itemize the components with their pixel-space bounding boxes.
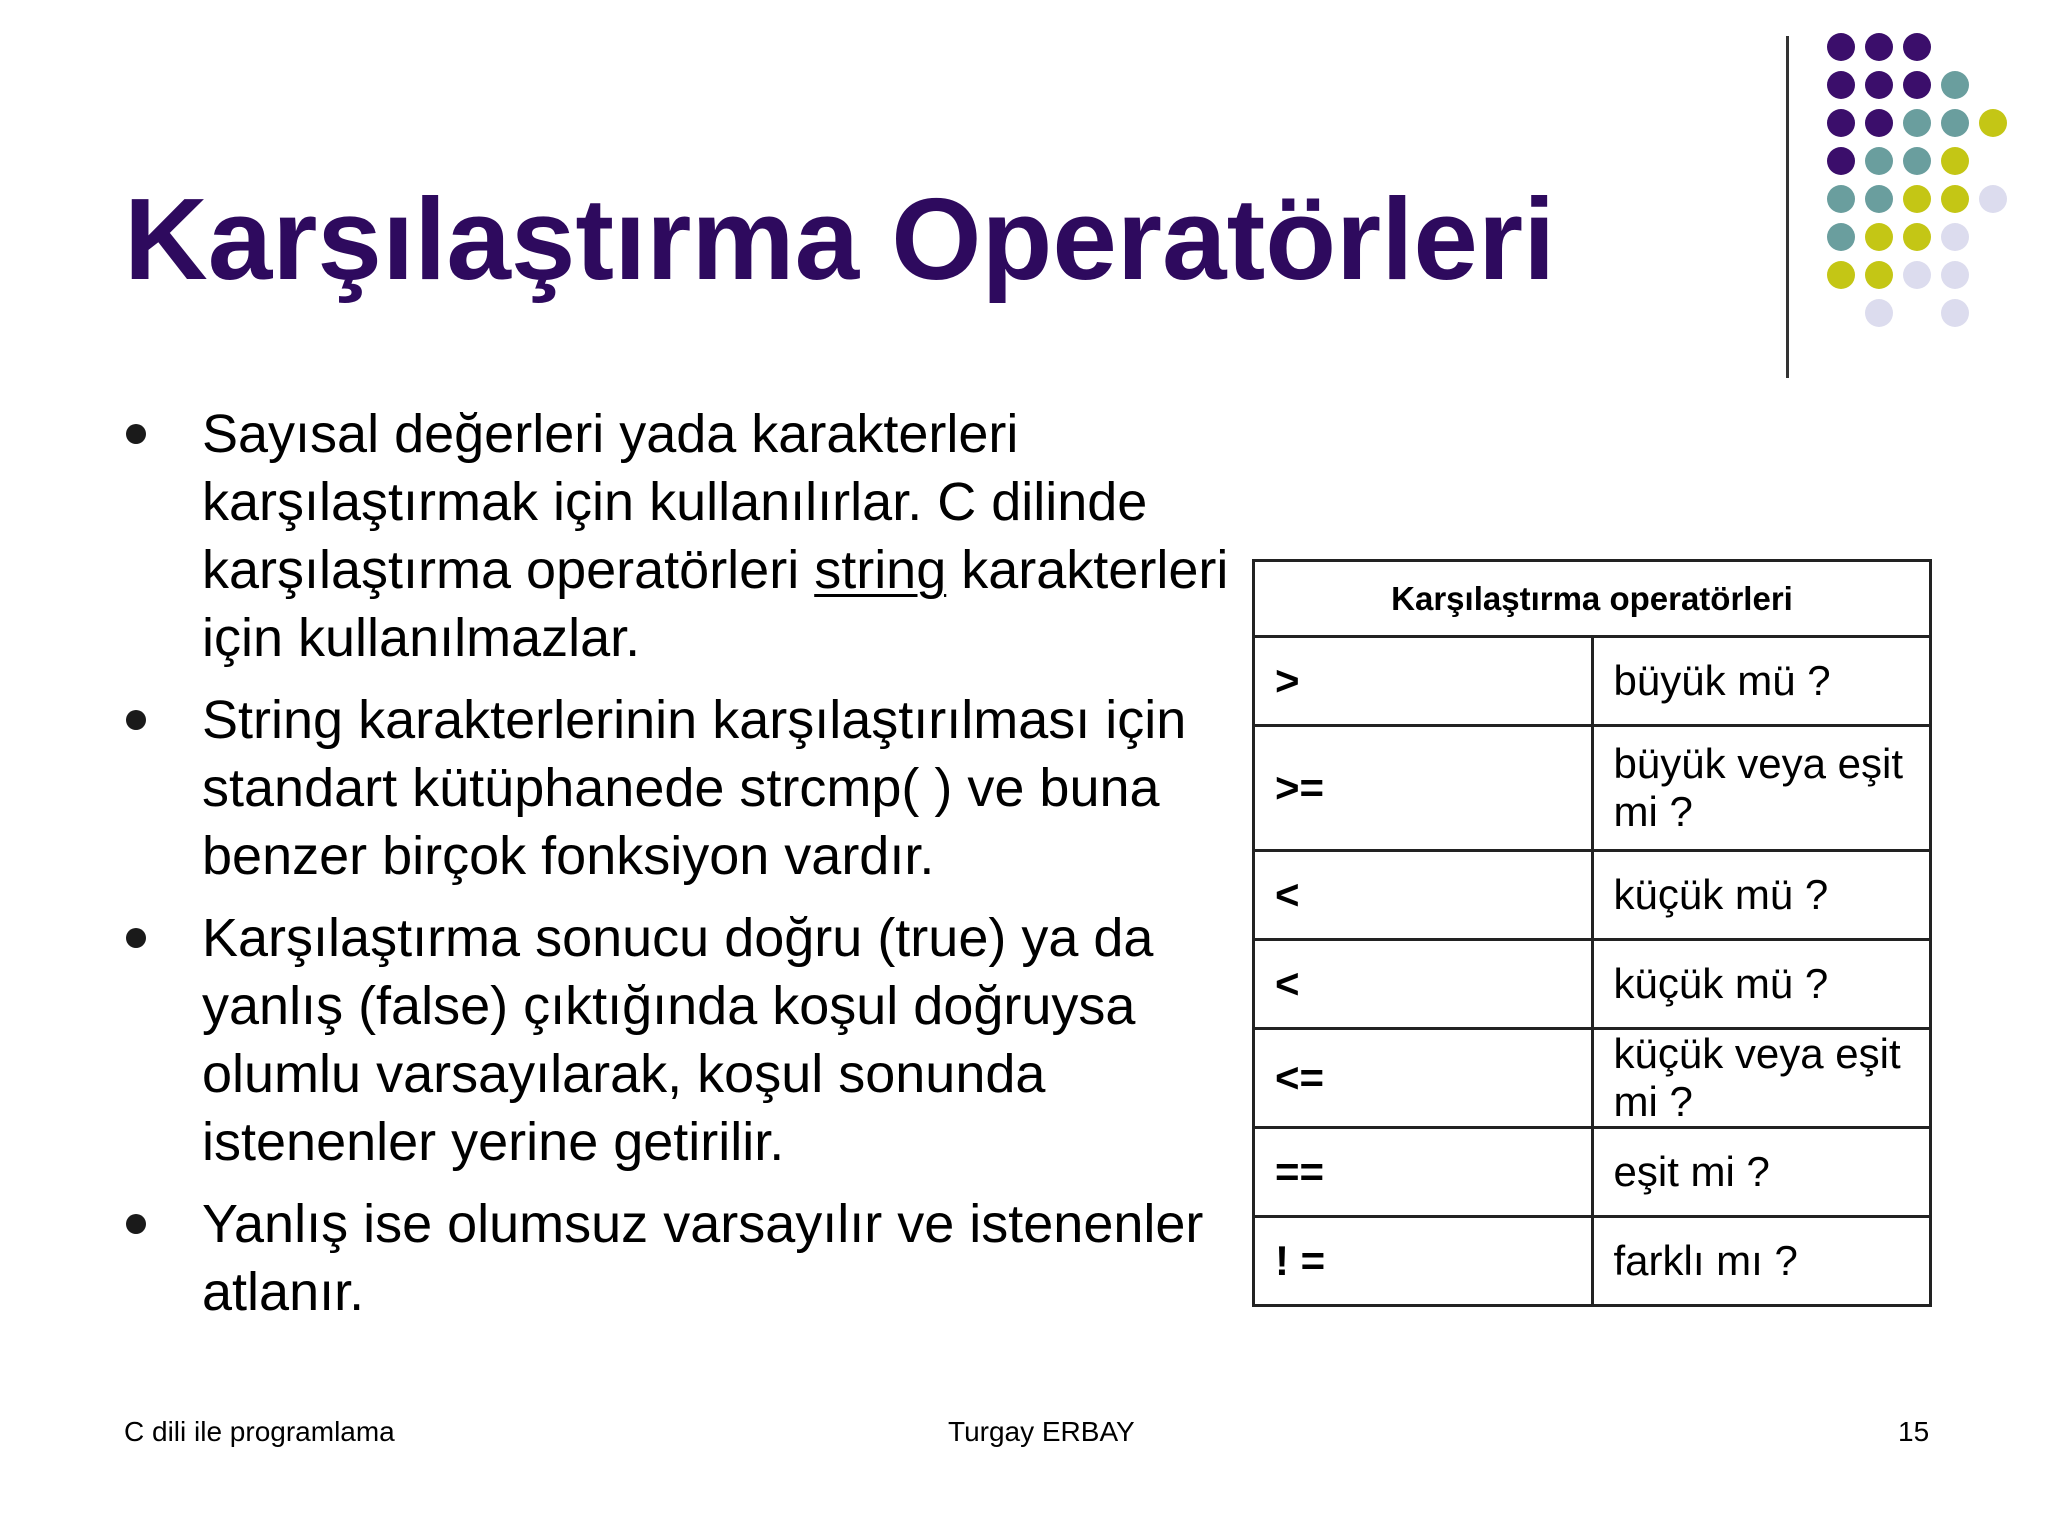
decorative-dot [1865, 33, 1893, 61]
decorative-dot [1941, 71, 1969, 99]
table-row [1254, 637, 1931, 726]
decorative-dot [1941, 109, 1969, 137]
table-row [1254, 726, 1931, 851]
decorative-dot [1865, 299, 1893, 327]
decorative-dot [1827, 185, 1855, 213]
operator-cell: < [1254, 851, 1593, 940]
table-row [1254, 940, 1931, 1029]
footer-course-name: C dili ile programlama [124, 1416, 395, 1447]
decorative-dot [1941, 147, 1969, 175]
description-cell: küçük mü ? [1592, 851, 1931, 940]
operator-cell: > [1254, 637, 1593, 726]
operator-cell: <= [1254, 1029, 1593, 1128]
description-cell: küçük veya eşit mi ? [1592, 1029, 1931, 1128]
decorative-dot [1865, 71, 1893, 99]
decorative-dot [1903, 109, 1931, 137]
decorative-dot [1865, 185, 1893, 213]
decorative-dot [1827, 71, 1855, 99]
decorative-dot [1903, 223, 1931, 251]
decorative-dot [1827, 223, 1855, 251]
bullet-item [124, 1190, 1234, 1326]
table-row [1254, 1217, 1931, 1306]
bullet-text: Yanlış ise olumsuz varsayılır ve istenenler atlanır. [202, 1194, 1204, 1322]
bullet-item [124, 686, 1234, 890]
bullet-text: Karşılaştırma sonucu doğru (true) ya da yanlış (false) çıktığında koşul doğruysa olumlu varsayılarak, koşul sonunda istenenler yerine getirilir. [202, 908, 1154, 1172]
bullet-list [124, 400, 1234, 1340]
bullet-text-cont: karakterleri için kullanılmazlar. [202, 540, 1229, 668]
decorative-dot [1941, 299, 1969, 327]
decorative-dot [1979, 109, 2007, 137]
decorative-dot [1865, 261, 1893, 289]
bullet-text: String karakterlerinin karşılaştırılması için standart kütüphanede strcmp( ) ve buna benzer birçok fonksiyon vardır. [202, 690, 1187, 886]
footer-author: Turgay ERBAY [948, 1416, 1135, 1447]
bullet-icon [126, 1214, 146, 1234]
decorative-dot [1865, 147, 1893, 175]
bullet-icon [126, 710, 146, 730]
description-cell: farklı mı ? [1592, 1217, 1931, 1306]
operator-cell: < [1254, 940, 1593, 1029]
bullet-item [124, 904, 1234, 1176]
description-cell: büyük veya eşit mi ? [1592, 726, 1931, 851]
description-cell: eşit mi ? [1592, 1128, 1931, 1217]
description-cell: büyük mü ? [1592, 637, 1931, 726]
slide-title: Karşılaştırma Operatörleri [124, 174, 1556, 304]
bullet-text: Sayısal değerleri yada karakterleri karşılaştırmak için kullanılırlar. C dilinde karşılaştırma operatörleri [202, 404, 1148, 600]
bullet-icon [126, 928, 146, 948]
operator-cell: ! = [1254, 1217, 1593, 1306]
decorative-dot [1827, 147, 1855, 175]
decorative-dot [1903, 147, 1931, 175]
table-header: Karşılaştırma operatörleri [1254, 561, 1931, 637]
underlined-word: string [814, 540, 947, 600]
decorative-dot [1865, 109, 1893, 137]
decorative-dot [1941, 223, 1969, 251]
table-row [1254, 1029, 1931, 1128]
decorative-dot [1865, 223, 1893, 251]
operator-cell: == [1254, 1128, 1593, 1217]
description-cell: küçük mü ? [1592, 940, 1931, 1029]
decorative-dot [1979, 185, 2007, 213]
table-row [1254, 1128, 1931, 1217]
decorative-dot [1827, 109, 1855, 137]
decorative-dot [1941, 261, 1969, 289]
footer-page-number: 15 [1898, 1416, 1930, 1447]
decorative-dot [1903, 33, 1931, 61]
operator-cell: >= [1254, 726, 1593, 851]
decorative-dot [1827, 261, 1855, 289]
decorative-dot [1941, 185, 1969, 213]
decorative-dot [1827, 33, 1855, 61]
decorative-dot [1903, 71, 1931, 99]
decorative-dot [1903, 261, 1931, 289]
decorative-dot [1903, 185, 1931, 213]
table-header-row [1254, 561, 1931, 637]
table-row [1254, 851, 1931, 940]
title-divider-line [1786, 36, 1789, 378]
operators-table [1252, 559, 1932, 1307]
bullet-item [124, 400, 1234, 672]
bullet-icon [126, 424, 146, 444]
